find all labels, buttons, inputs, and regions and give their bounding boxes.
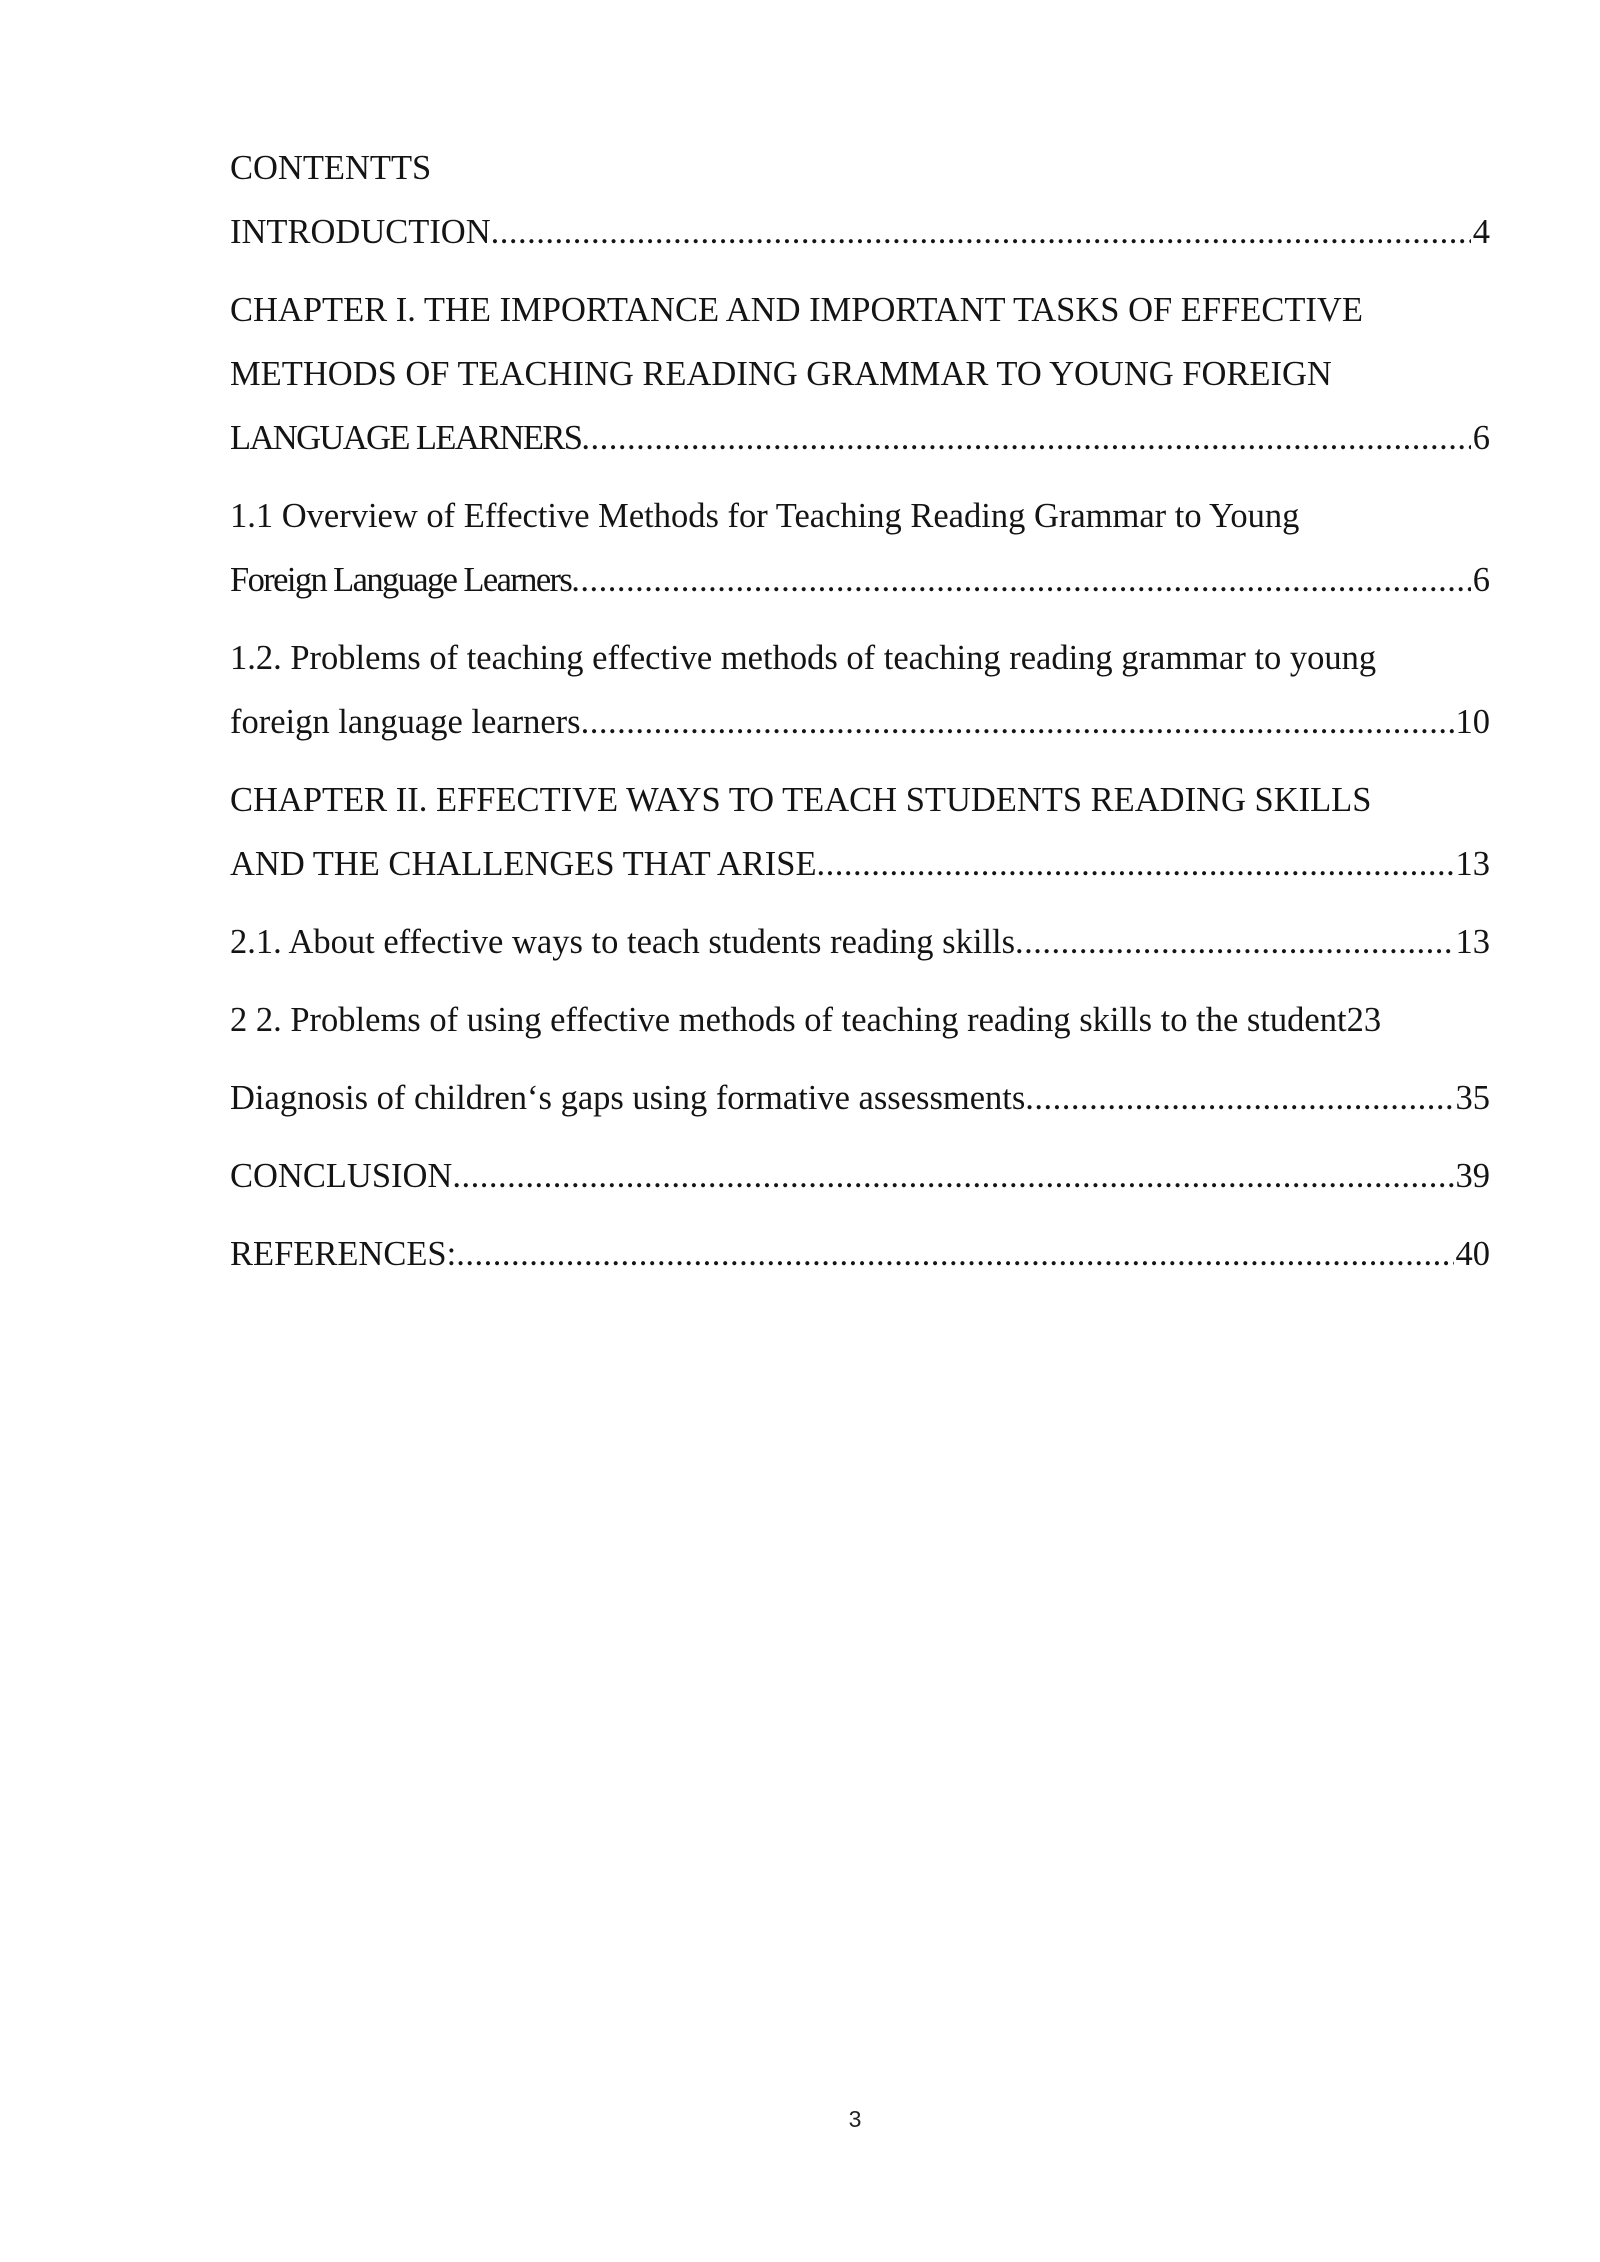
toc-entry-title: INTRODUCTION <box>230 213 491 251</box>
dot-leader <box>1015 910 1453 974</box>
toc-page-number: 6 <box>1472 419 1490 457</box>
toc-entry-line <box>230 200 1490 264</box>
toc-page-number: 10 <box>1455 703 1490 741</box>
toc-entry-section-1-1[interactable] <box>230 484 1490 612</box>
table-of-contents <box>230 136 1490 1286</box>
toc-page-number: 40 <box>1455 1235 1490 1273</box>
dot-leader <box>452 1144 1453 1208</box>
toc-entry-line <box>230 1066 1490 1130</box>
toc-title: CONTENTTS <box>230 149 432 187</box>
footer-page-number: 3 <box>848 2106 862 2132</box>
toc-entry-line <box>230 910 1490 974</box>
toc-entry-title: foreign language learners <box>230 703 581 741</box>
toc-page-number: 13 <box>1455 923 1490 961</box>
toc-entry-title: AND THE CHALLENGES THAT ARISE <box>230 845 817 883</box>
toc-entry-section-2-2[interactable] <box>230 988 1490 1052</box>
dot-leader <box>581 406 1470 470</box>
toc-entry-chapter-2[interactable] <box>230 768 1490 896</box>
dot-leader <box>456 1222 1453 1286</box>
toc-entry-title-line: 1.1 Overview of Effective Methods for Teaching Reading Grammar to Young <box>230 497 1300 535</box>
toc-entry-section-1-2[interactable] <box>230 626 1490 754</box>
dot-leader <box>571 548 1470 612</box>
toc-entry-title: 2 2. Problems of using effective methods of teaching reading skills to the student23 <box>230 1001 1382 1039</box>
toc-entry-section-2-1[interactable] <box>230 910 1490 974</box>
toc-entry-line <box>230 406 1490 470</box>
toc-entry-title: Foreign Language Learners <box>230 561 572 599</box>
toc-entry-line <box>230 832 1490 896</box>
toc-entry-title: 2.1. About effective ways to teach students reading skills <box>230 923 1016 961</box>
toc-entry-title: LANGUAGE LEARNERS <box>230 419 582 457</box>
toc-entry-introduction[interactable] <box>230 200 1490 264</box>
toc-entry-title: REFERENCES: <box>230 1235 457 1273</box>
toc-entry-title-line: CHAPTER I. THE IMPORTANCE AND IMPORTANT TASKS OF EFFECTIVE <box>230 291 1363 329</box>
toc-entry-line <box>230 548 1490 612</box>
toc-page-number: 13 <box>1455 845 1490 883</box>
toc-entry-conclusion[interactable] <box>230 1144 1490 1208</box>
toc-entry-title-line: CHAPTER II. EFFECTIVE WAYS TO TEACH STUDENTS READING SKILLS <box>230 781 1372 819</box>
toc-entry-title-line: METHODS OF TEACHING READING GRAMMAR TO YOUNG FOREIGN <box>230 355 1332 393</box>
toc-entry-references[interactable] <box>230 1222 1490 1286</box>
toc-entry-title: Diagnosis of children‘s gaps using formative assessments <box>230 1079 1026 1117</box>
dot-leader <box>581 690 1454 754</box>
dot-leader <box>817 832 1454 896</box>
dot-leader <box>1025 1066 1453 1130</box>
toc-entry-chapter-1[interactable] <box>230 278 1490 470</box>
toc-page-number: 4 <box>1472 213 1490 251</box>
toc-entry-line <box>230 1222 1490 1286</box>
toc-entry-diagnosis[interactable] <box>230 1066 1490 1130</box>
toc-page-number: 6 <box>1472 561 1490 599</box>
toc-entry-title: CONCLUSION <box>230 1157 453 1195</box>
toc-entry-line <box>230 1144 1490 1208</box>
toc-page-number: 35 <box>1455 1079 1490 1117</box>
toc-page-number: 39 <box>1455 1157 1490 1195</box>
toc-entry-title-line: 1.2. Problems of teaching effective methods of teaching reading grammar to young <box>230 639 1377 677</box>
dot-leader <box>491 200 1471 264</box>
toc-entry-line <box>230 690 1490 754</box>
